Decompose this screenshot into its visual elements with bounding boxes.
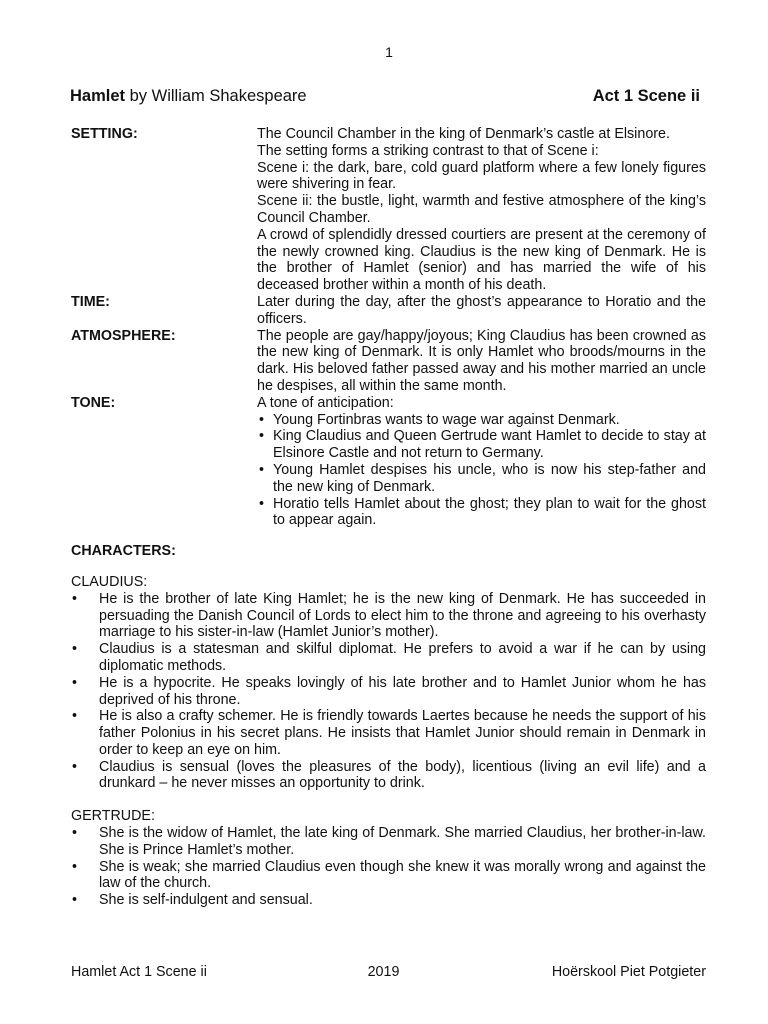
time-label: TIME: <box>71 293 110 310</box>
title-play-name: Hamlet <box>70 87 126 105</box>
tone-list <box>257 412 706 530</box>
tone-bullet: • Horatio tells Hamlet about the ghost; they plan to wait for the ghost to appear again. <box>273 496 706 530</box>
document-header <box>70 87 700 106</box>
setting-line: A crowd of splendidly dressed courtiers are present at the ceremony of the newly crowned king. Claudius is the new king of Denmark. He is the brother of Hamlet (senior) and has married the wife of his deceased brother within a month of his death. <box>257 226 706 294</box>
title-author: by William Shakespeare <box>125 87 307 105</box>
footer-year: 2019 <box>367 964 400 980</box>
claudius-bullet: • Claudius is sensual (loves the pleasures of the body), licentious (living an evil life) and a drunkard – he never misses an opportunity to drink. <box>99 759 706 793</box>
setting-line: The setting forms a striking contrast to that of Scene i: <box>257 142 599 159</box>
tone-bullet: • Young Fortinbras wants to wage war against Denmark. <box>273 412 706 429</box>
character-name-gertrude: GERTRUDE: <box>71 808 155 825</box>
claudius-bullet: • He is the brother of late King Hamlet; he is the new king of Denmark. He has succeeded in persuading the Danish Council of Lords to elect him to the throne and agreeing to his overhasty marriage to his sister-in-law (Hamlet Junior’s mother). <box>99 591 706 641</box>
claudius-list <box>71 591 706 793</box>
document-body <box>71 126 706 909</box>
atmosphere-value: The people are gay/happy/joyous; King Claudius has been crowned as the new king of Denmark. It is only Hamlet who broods/mourns in the dark. His beloved father passed away and his mother married an uncle he despises, all within the same month. <box>257 327 706 394</box>
document-title <box>70 87 307 105</box>
tone-row <box>71 395 706 529</box>
tone-value <box>257 395 706 529</box>
gertrude-bullet: • She is weak; she married Claudius even though she knew it was morally wrong and against the law of the church. <box>99 859 706 893</box>
setting-row <box>71 126 706 294</box>
gertrude-bullet: • She is self-indulgent and sensual. <box>99 892 706 909</box>
setting-line: Scene ii: the bustle, light, warmth and festive atmosphere of the king’s Council Chamber. <box>257 193 706 226</box>
setting-label: SETTING: <box>71 126 138 142</box>
claudius-bullet: • Claudius is a statesman and skilful diplomat. He prefers to avoid a war if he can by using diplomatic methods. <box>99 641 706 675</box>
tone-bullet: • King Claudius and Queen Gertrude want Hamlet to decide to stay at Elsinore Castle and not return to Germany. <box>273 428 706 462</box>
setting-line: Scene i: the dark, bare, cold guard platform where a few lonely figures were shivering in fear. <box>257 159 706 193</box>
characters-heading: CHARACTERS: <box>71 543 176 560</box>
footer-left: Hamlet Act 1 Scene ii <box>71 964 207 980</box>
tone-label: TONE: <box>71 394 116 411</box>
claudius-bullet: • He is a hypocrite. He speaks lovingly of his late brother and to Hamlet Junior whom he has deprived of his throne. <box>99 675 706 709</box>
time-row <box>71 294 706 328</box>
tone-intro: A tone of anticipation: <box>257 394 394 411</box>
gertrude-bullet: • She is the widow of Hamlet, the late king of Denmark. She married Claudius, her brother-in-law. She is Prince Hamlet’s mother. <box>99 825 706 859</box>
tone-bullet: • Young Hamlet despises his uncle, who is now his step-father and the new king of Denmark. <box>273 462 706 496</box>
atmosphere-row <box>71 328 706 395</box>
atmosphere-label: ATMOSPHERE: <box>71 327 176 344</box>
time-value: Later during the day, after the ghost’s appearance to Horatio and the officers. <box>257 293 706 327</box>
character-name-claudius: CLAUDIUS: <box>71 573 148 590</box>
act-scene-label: Act 1 Scene ii <box>592 87 700 105</box>
claudius-bullet: • He is also a crafty schemer. He is friendly towards Laertes because he needs the support of his father Polonius in his secret plans. He insists that Hamlet Junior should remain in Denmark in order to keep an eye on him. <box>99 708 706 758</box>
gertrude-list <box>71 825 706 909</box>
footer-school: Hoërskool Piet Potgieter <box>551 964 706 980</box>
page-number: 1 <box>385 44 393 60</box>
setting-value <box>257 126 706 294</box>
page-footer <box>71 964 706 980</box>
setting-line: The Council Chamber in the king of Denmark’s castle at Elsinore. <box>257 126 670 142</box>
